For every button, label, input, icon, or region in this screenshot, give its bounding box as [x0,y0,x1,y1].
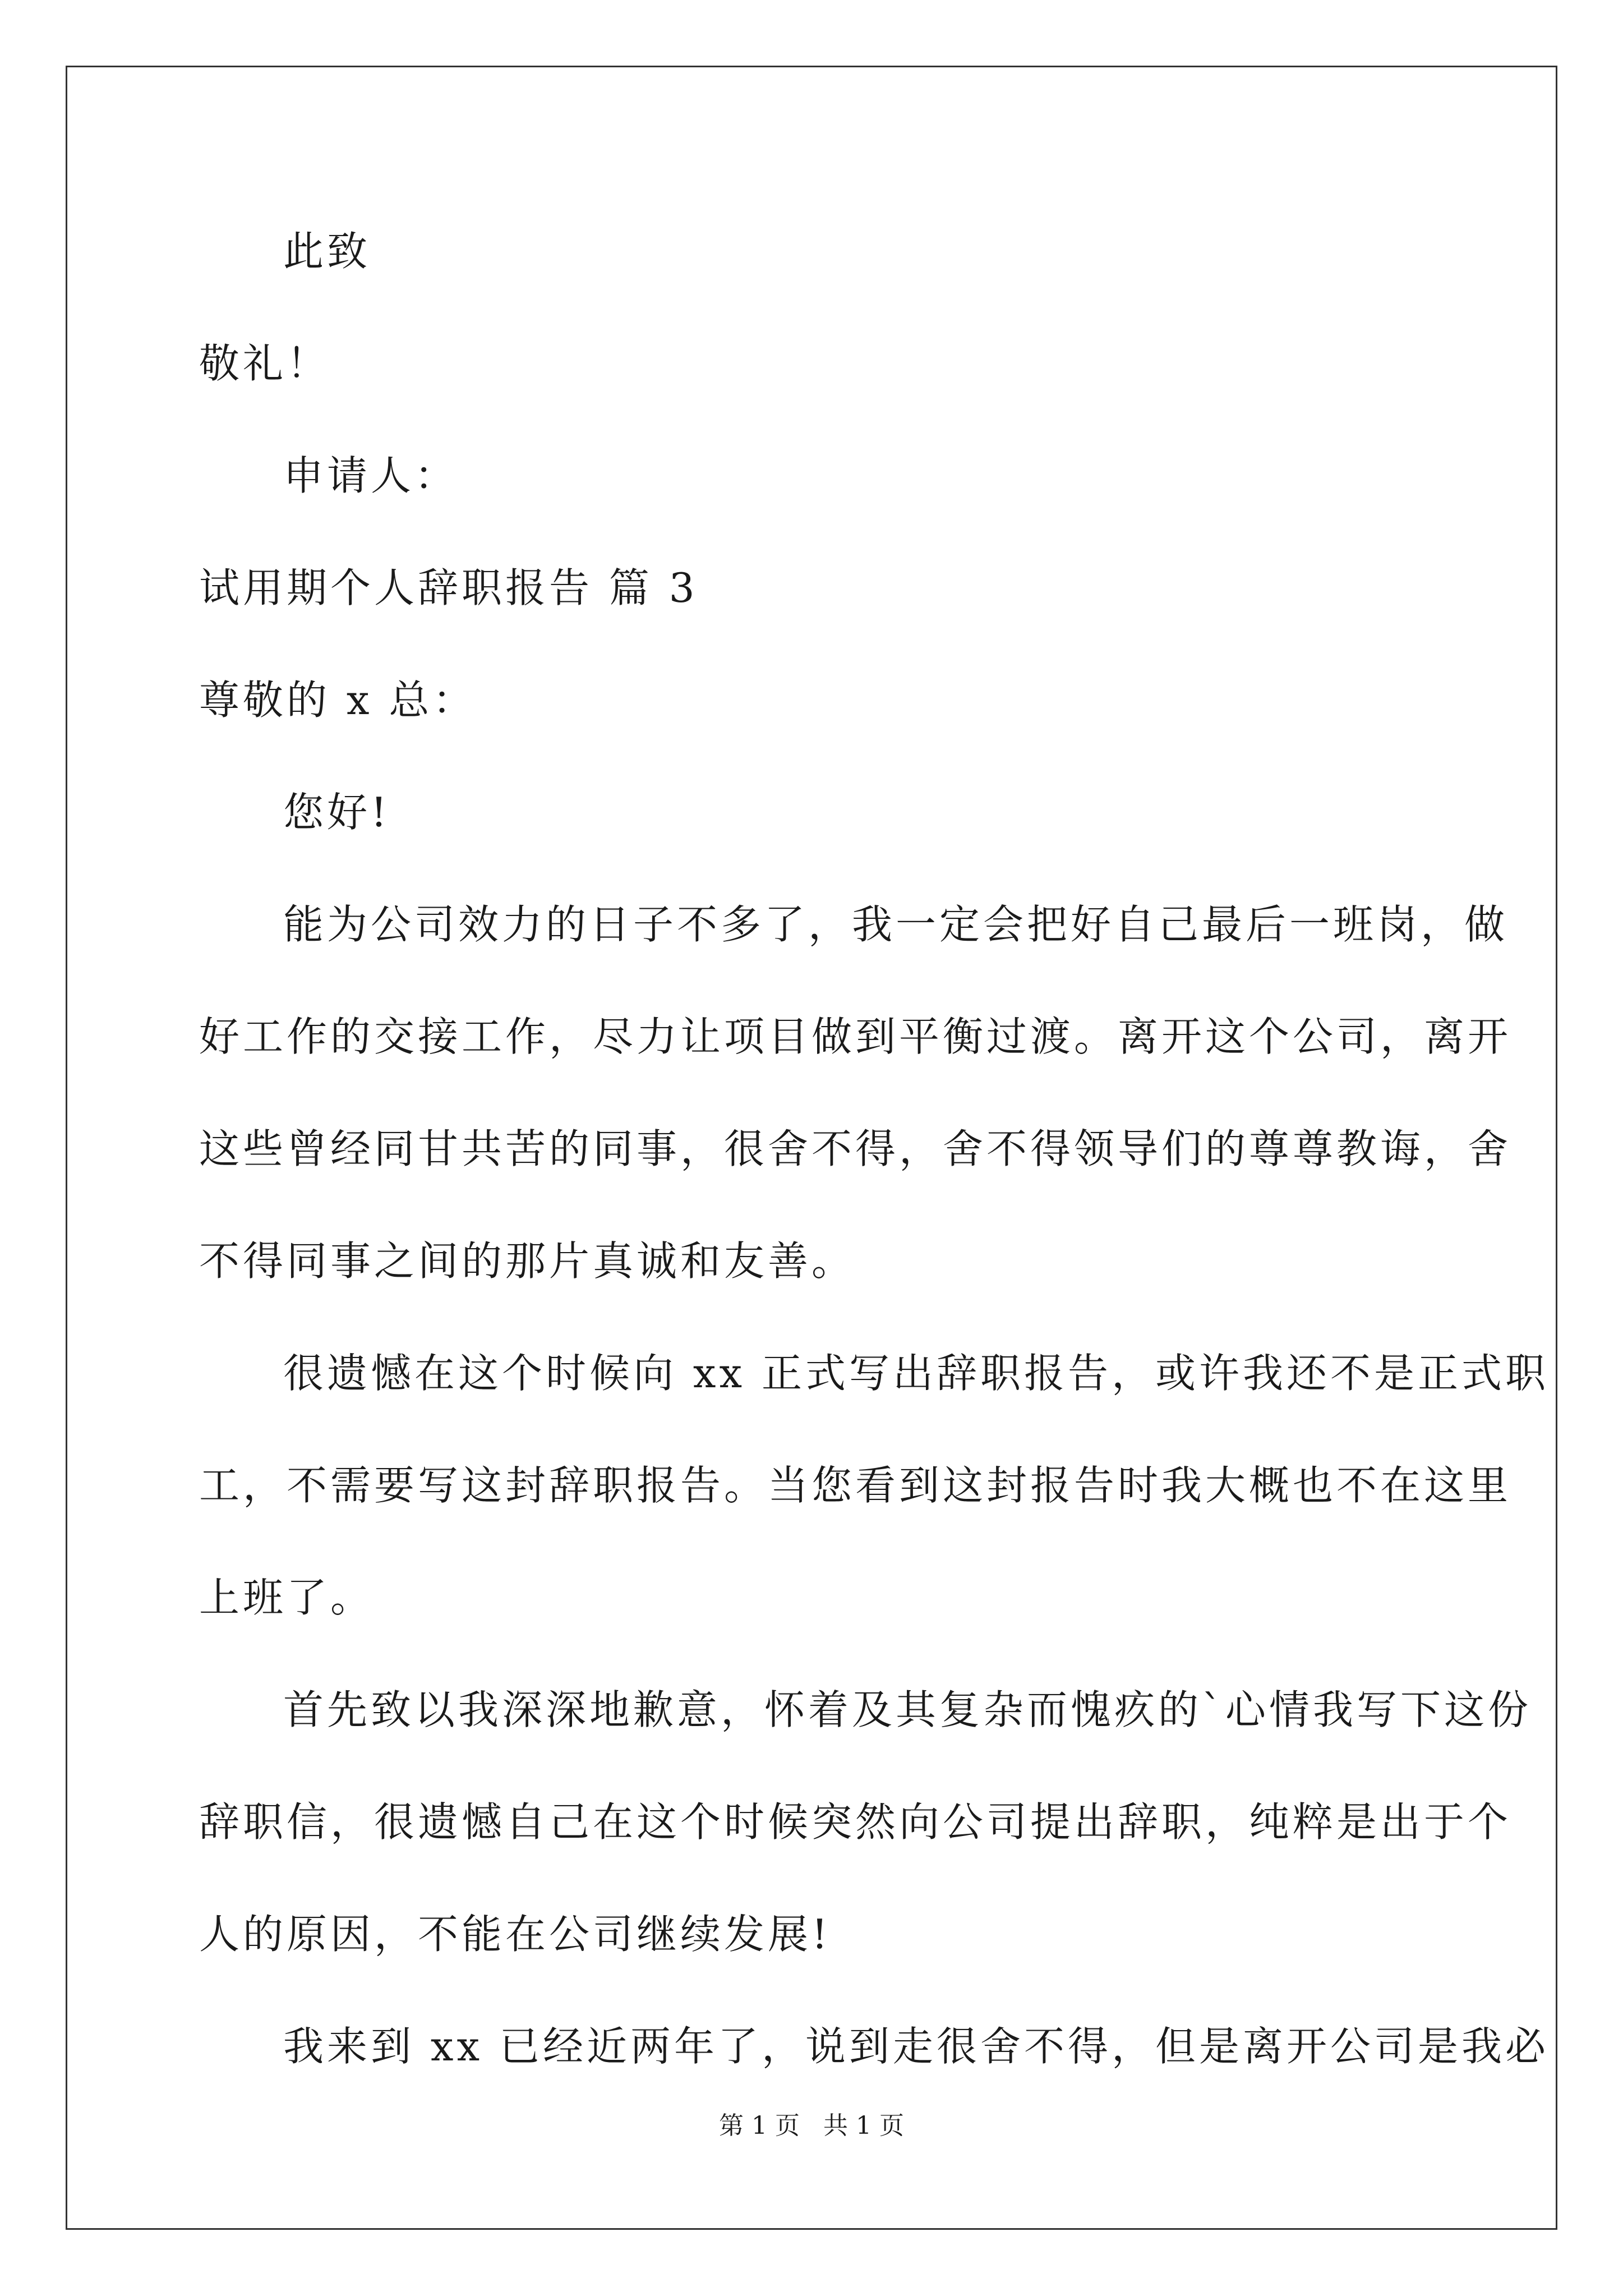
paragraph-line: 不得同事之间的那片真诚和友善。 [199,1237,856,1285]
paragraph-line: 能为公司效力的日子不多了，我一定会把好自己最后一班岗，做 [283,901,1509,948]
applicant-line: 申请人： [283,452,459,499]
paragraph-line: 首先致以我深深地歉意，怀着及其复杂而愧疚的`心情我写下这份 [283,1686,1532,1733]
paragraph-line: 辞职信，很遗憾自己在这个时候突然向公司提出辞职，纯粹是出于个 [199,1798,1512,1846]
paragraph-line: 工，不需要写这封辞职报告。当您看到这封报告时我大概也不在这里 [199,1462,1512,1509]
page-footer [0,2109,1623,2143]
paragraph-line: 我来到 xx 已经近两年了，说到走很舍不得，但是离开公司是我必 [283,2023,1549,2070]
section-heading: 试用期个人辞职报告 篇 3 [199,564,698,611]
page-total: 共 1 页 [823,2111,904,2140]
greeting-line: 您好! [283,789,390,836]
salutation-line: 敬礼！ [199,340,331,387]
closing-line: 此致 [283,228,371,275]
paragraph-line: 上班了。 [199,1574,375,1621]
paragraph-line: 人的原因，不能在公司继续发展! [199,1911,831,1958]
recipient-line: 尊敬的 x 总： [199,677,477,724]
page-number: 第 1 页 [719,2111,800,2140]
paragraph-line: 好工作的交接工作，尽力让项目做到平衡过渡。离开这个公司，离开 [199,1013,1512,1060]
paragraph-line: 很遗憾在这个时候向 xx 正式写出辞职报告，或许我还不是正式职 [283,1350,1549,1397]
paragraph-line: 这些曾经同甘共苦的同事，很舍不得，舍不得领导们的尊尊教诲，舍 [199,1125,1512,1172]
